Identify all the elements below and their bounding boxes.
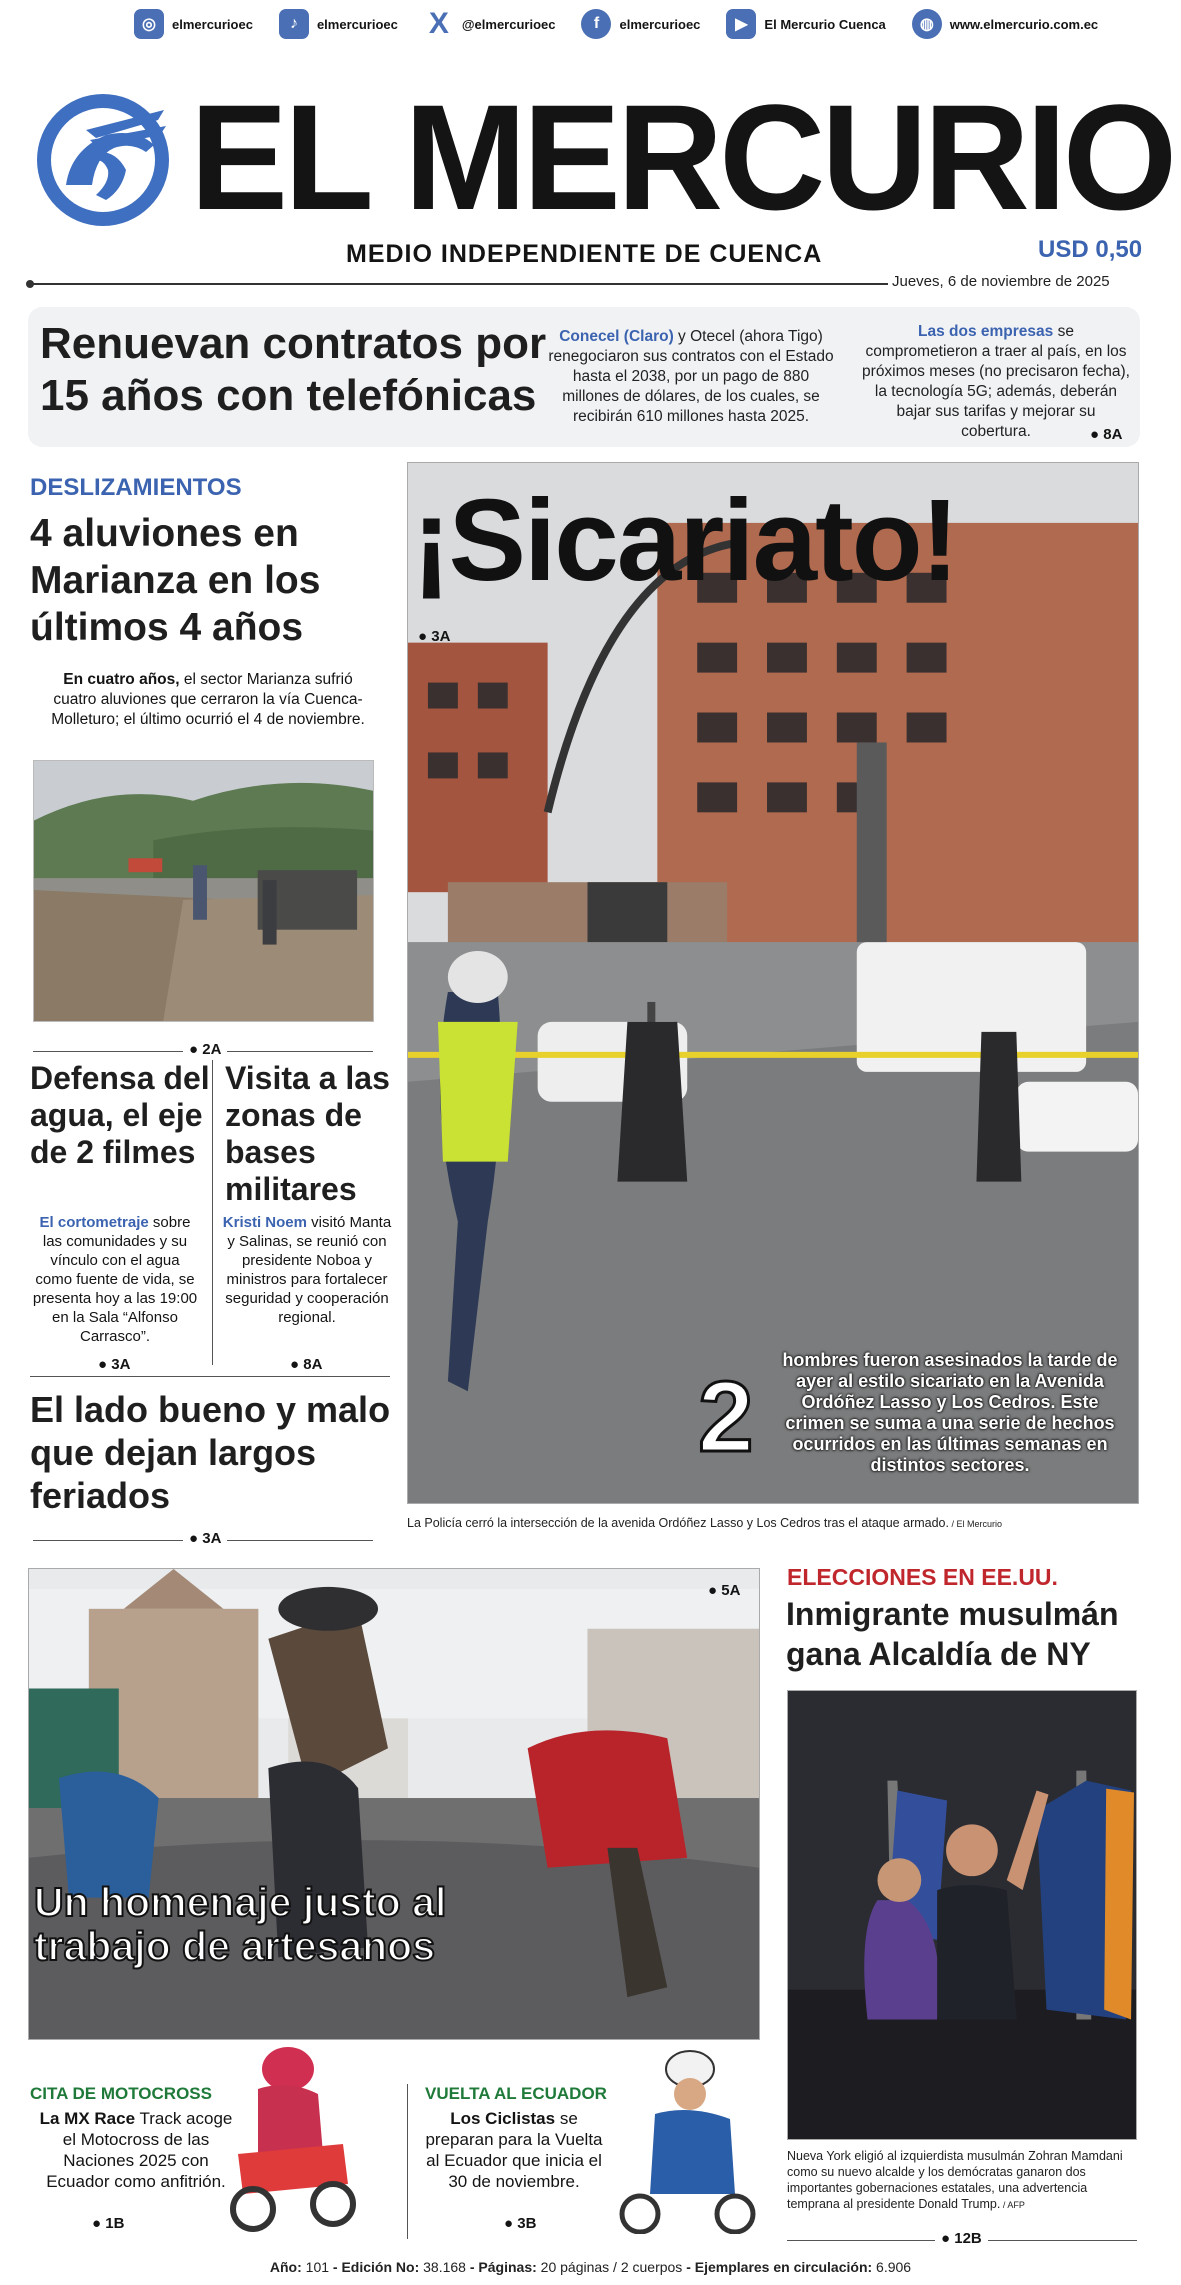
- main-caption-text: La Policía cerró la intersección de la avenida Ordóñez Lasso y Los Cedros tras el ataque armado.: [407, 1516, 949, 1530]
- main-headline[interactable]: ¡Sicariato!: [412, 475, 958, 605]
- aluviones-photo[interactable]: [33, 760, 374, 1022]
- vuelta-text: se preparan para la Vuelta al Ecuador que inicia el 30 de noviembre.: [425, 2109, 603, 2191]
- motocross-kicker: CITA DE MOTOCROSS: [30, 2084, 212, 2103]
- motocross-page-ref[interactable]: ● 1B: [92, 2215, 125, 2232]
- artesanos-headline[interactable]: Un homenaje justo al trabajo de artesanos: [34, 1879, 447, 1969]
- bases-lead: Kristi Noem: [222, 1214, 307, 1231]
- agua-text: sobre las comunidades y su vínculo con el agua como fuente de vida, se presenta hoy a las 19:00 en la Sala “Alfonso Carrasco”.: [32, 1214, 198, 1345]
- agua-headline[interactable]: Defensa del agua, el eje de 2 filmes: [30, 1060, 210, 1170]
- social-label: @elmercurioec: [461, 16, 556, 32]
- social-tiktok[interactable]: [279, 9, 398, 39]
- footer-year: 101: [301, 2259, 330, 2275]
- ny-caption-credit: / AFP: [1000, 2200, 1025, 2210]
- social-label: elmercurioec: [619, 16, 701, 32]
- artesanos-page-ref[interactable]: ● 5A: [708, 1582, 741, 1599]
- feriados-page-ref[interactable]: ● 3A: [183, 1530, 227, 1547]
- social-label: elmercurioec: [172, 16, 253, 32]
- banner-column-2: [862, 322, 1130, 442]
- elecciones-kicker: ELECCIONES EN EE.UU.: [787, 1564, 1058, 1590]
- agua-summary: [30, 1213, 200, 1346]
- social-label: www.elmercurio.com.ec: [949, 16, 1099, 32]
- ny-page-ref[interactable]: ● 12B: [935, 2230, 988, 2247]
- social-instagram[interactable]: [134, 9, 253, 39]
- youtube-icon: ▶: [726, 9, 756, 39]
- price-label: USD 0,50: [1038, 236, 1143, 263]
- main-number: 2: [698, 1361, 754, 1473]
- motocross-summary: [36, 2108, 236, 2192]
- main-caption-credit: / El Mercurio: [948, 1519, 1002, 1529]
- social-x[interactable]: [424, 9, 556, 39]
- vuelta-kicker: VUELTA AL ECUADOR: [425, 2084, 607, 2103]
- vuelta-lead: Los Ciclistas: [450, 2109, 556, 2128]
- main-summary: hombres fueron asesinados la tarde de ayer al estilo sicariato en la Avenida Ordóñez Lasso y Los Cedros. Este crimen se suma a una serie de hechos ocurridos en las últimas semanas en distintos sectores.: [782, 1350, 1118, 1475]
- vuelta-summary: [424, 2108, 604, 2192]
- tiktok-icon: ♪: [279, 9, 309, 39]
- ny-caption: [787, 2148, 1137, 2213]
- column-divider: [212, 1060, 213, 1365]
- aluviones-summary: [48, 670, 368, 730]
- issue-date: Jueves, 6 de noviembre de 2025: [892, 273, 1110, 290]
- footer-pages-label: - Páginas:: [465, 2259, 537, 2275]
- masthead-title: EL MERCURIO: [190, 73, 1174, 241]
- agua-bases-separator: [30, 1376, 390, 1377]
- agua-lead: El cortometraje: [39, 1214, 149, 1231]
- social-bar: [134, 6, 1124, 42]
- social-label: El Mercurio Cuenca: [764, 16, 886, 32]
- footer-pages: 20 páginas / 2 cuerpos: [536, 2259, 683, 2275]
- banner-col1-text: y Otecel (ahora Tigo) renegociaron sus contratos con el Estado hasta el 2038, por un pago de 880 millones de dólares, de los cuales, se recibirán 610 millones hasta 2025.: [548, 328, 834, 425]
- edition-footer: [0, 2259, 1181, 2275]
- sicariato-photo[interactable]: [407, 462, 1139, 1504]
- aluviones-kicker: DESLIZAMIENTOS: [30, 474, 242, 501]
- feature-divider: [407, 2084, 408, 2239]
- footer-edition: 38.168: [419, 2259, 466, 2275]
- banner-column-1: [548, 327, 834, 427]
- bases-page-ref[interactable]: ● 8A: [290, 1356, 323, 1373]
- aluviones-headline[interactable]: 4 aluviones en Marianza en los últimos 4 años: [30, 512, 321, 649]
- footer-year-label: Año:: [269, 2259, 302, 2275]
- footer-copies-label: - Ejemplares en circulación:: [682, 2259, 873, 2275]
- bases-summary: [222, 1213, 392, 1327]
- banner-page-ref[interactable]: ● 8A: [1090, 426, 1123, 443]
- artesanos-photo[interactable]: [28, 1568, 760, 2040]
- bases-headline[interactable]: Visita a las zonas de bases militares: [225, 1060, 390, 1207]
- aluviones-page-ref[interactable]: ● 2A: [183, 1041, 227, 1058]
- bases-text: visitó Manta y Salinas, se reunió con presidente Noboa y ministros para fortalecer seguridad y cooperación regional.: [225, 1214, 392, 1326]
- ny-photo[interactable]: [787, 1690, 1137, 2140]
- aluviones-text: el sector Marianza sufrió cuatro aluviones que cerraron la vía Cuenca-Molleturo; el último ocurrió el 4 de noviembre.: [51, 671, 365, 728]
- social-web[interactable]: [912, 9, 1098, 39]
- vuelta-page-ref[interactable]: ● 3B: [504, 2215, 537, 2232]
- facebook-icon: f: [581, 9, 611, 39]
- masthead-rule: [28, 283, 888, 285]
- banner-col2-lead: Las dos empresas: [918, 323, 1054, 340]
- ny-caption-text: Nueva York eligió al izquierdista musulmán Zohran Mamdani como su nuevo alcalde y los demócratas ganaron dos importantes gobernaciones estatales, una advertencia temprana al presidente Donald Trump.: [787, 2149, 1123, 2211]
- social-facebook[interactable]: [581, 9, 700, 39]
- social-youtube[interactable]: [726, 9, 885, 39]
- social-label: elmercurioec: [316, 16, 398, 32]
- main-caption: [407, 1516, 1139, 1530]
- instagram-icon: ◎: [134, 9, 164, 39]
- cyclist-photo[interactable]: [610, 2044, 760, 2234]
- banner-headline[interactable]: Renuevan contratos por 15 años con telefónicas: [40, 319, 547, 420]
- motocross-text: Track acoge el Motocross de las Naciones 2025 con Ecuador como anfitrión.: [46, 2109, 233, 2191]
- footer-edition-label: - Edición No:: [329, 2259, 420, 2275]
- masthead-tagline: MEDIO INDEPENDIENTE DE CUENCA: [346, 240, 823, 268]
- main-page-ref[interactable]: ● 3A: [418, 628, 451, 645]
- aluviones-lead: En cuatro años,: [63, 671, 180, 688]
- banner-col1-lead: Conecel (Claro): [559, 328, 674, 345]
- web-icon: ◍: [912, 9, 942, 39]
- agua-page-ref[interactable]: ● 3A: [98, 1356, 131, 1373]
- mercury-logo-icon: [26, 90, 180, 230]
- feriados-headline[interactable]: El lado bueno y malo que dejan largos feriados: [30, 1389, 391, 1516]
- elecciones-headline[interactable]: Inmigrante musulmán gana Alcaldía de NY: [786, 1596, 1119, 1672]
- banner-col2-text: se comprometieron a traer al país, en los próximos meses (no precisaron fecha), la tecnología 5G; además, deberán bajar sus tarifas y mejorar su cobertura.: [862, 323, 1130, 440]
- x-icon: X: [428, 7, 449, 40]
- motocross-photo[interactable]: [218, 2044, 358, 2234]
- motocross-lead: La MX Race: [39, 2109, 136, 2128]
- footer-copies: 6.906: [872, 2259, 912, 2275]
